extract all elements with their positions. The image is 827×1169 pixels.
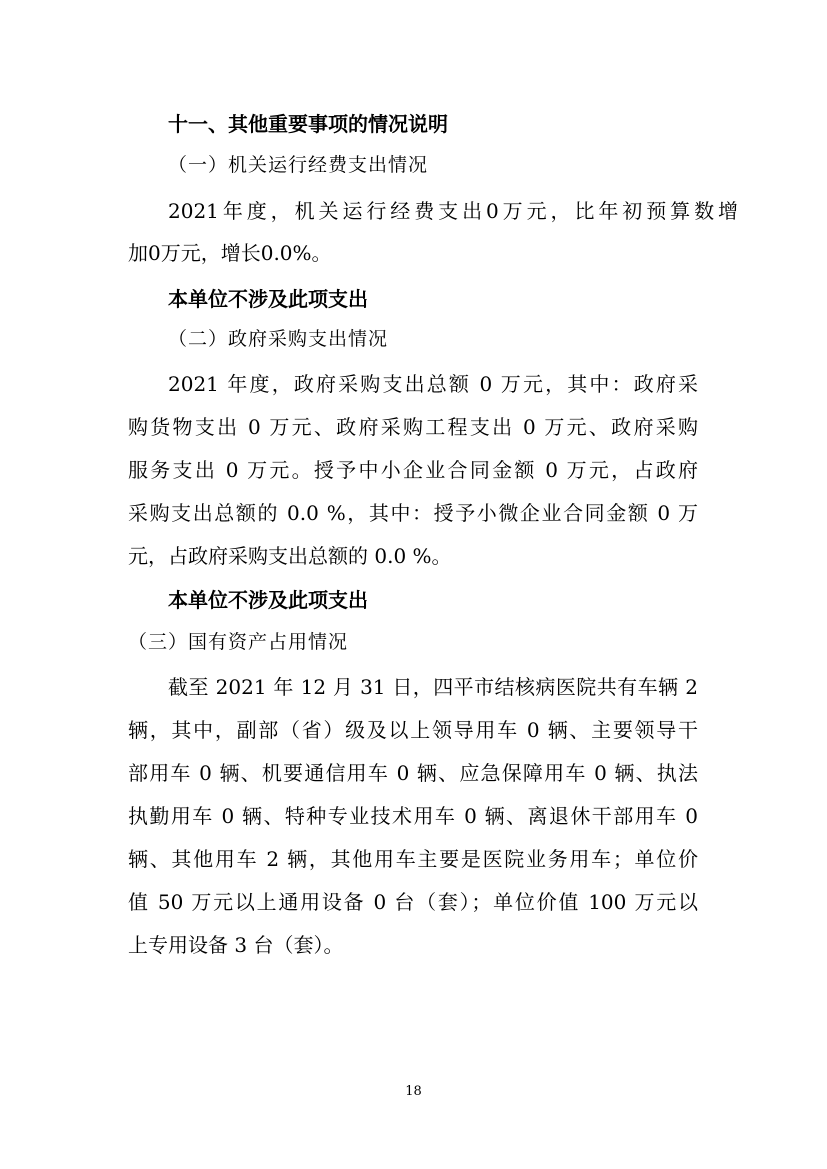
paragraph-line: 采购支出总额的 0.0 %，其中：授予小微企业合同金额 0 万: [128, 501, 698, 525]
note-text: 本单位不涉及此项支出: [168, 588, 368, 612]
paragraph-line: 元，占政府采购支出总额的 0.0 %。: [128, 544, 452, 568]
paragraph-line: 2021 年度，政府采购支出总额 0 万元，其中：政府采: [168, 372, 698, 396]
paragraph-line: 部用车 0 辆、机要通信用车 0 辆、应急保障用车 0 辆、执法: [128, 761, 698, 785]
subsection-heading-1: （一）机关运行经费支出情况: [168, 154, 429, 176]
paragraph-line: 值 50 万元以上通用设备 0 台（套）；单位价值 100 万元以: [128, 890, 698, 914]
paragraph-line: 辆，其中，副部（省）级及以上领导用车 0 辆、主要领导干: [128, 718, 698, 742]
paragraph-line: 购货物支出 0 万元、政府采购工程支出 0 万元、政府采购: [128, 415, 698, 439]
subsection-heading-3: （三）国有资产占用情况: [128, 631, 349, 653]
paragraph-line: 服务支出 0 万元。授予中小企业合同金额 0 万元，占政府: [128, 458, 698, 482]
paragraph-line: 辆、其他用车 2 辆，其他用车主要是医院业务用车；单位价: [128, 847, 698, 871]
paragraph-line: 执勤用车 0 辆、特种专业技术用车 0 辆、离退休干部用车 0: [128, 804, 698, 828]
paragraph-line: 上专用设备 3 台（套）。: [128, 933, 344, 957]
section-title: 十一、其他重要事项的情况说明: [168, 112, 448, 136]
note-text: 本单位不涉及此项支出: [168, 287, 368, 311]
page-number: 18: [405, 1084, 422, 1099]
paragraph-line: 加0万元，增长0.0%。: [128, 241, 332, 265]
paragraph-line: 2021年度，机关运行经费支出0万元，比年初预算数增: [168, 199, 738, 223]
paragraph-line: 截至 2021 年 12 月 31 日，四平市结核病医院共有车辆 2: [168, 675, 698, 699]
subsection-heading-2: （二）政府采购支出情况: [168, 328, 389, 350]
